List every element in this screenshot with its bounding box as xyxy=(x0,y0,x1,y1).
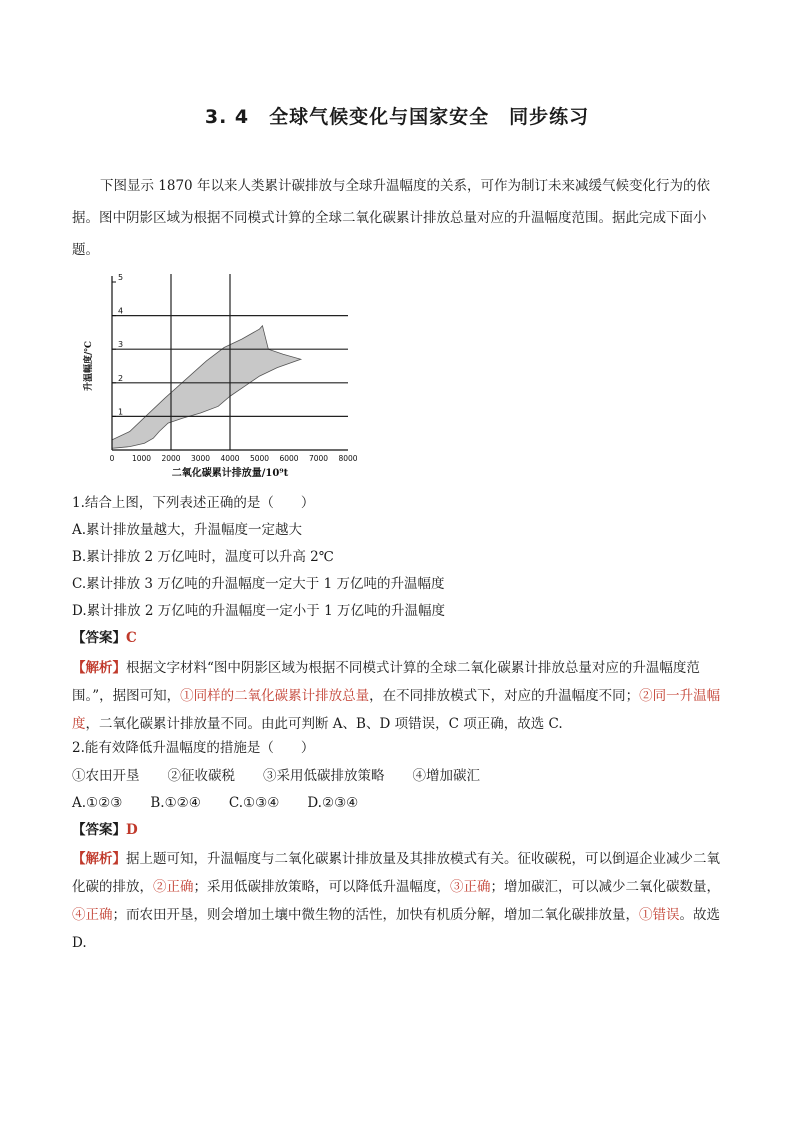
q2-analysis-point: ④正确 xyxy=(72,907,113,923)
q1-analysis-point-2: ②同一升温幅度 xyxy=(72,688,721,732)
q1-answer-value: C xyxy=(126,630,137,646)
q1-answer-label: 【答案】 xyxy=(72,630,126,646)
q2-item: ④增加碳汇 xyxy=(412,768,480,784)
y-tick-label: 4 xyxy=(118,306,124,316)
q2-items xyxy=(72,763,732,790)
q2-analysis-text: ；而农田开垦，则会增加土壤中微生物的活性，加快有机质分解，增加二氧化碳排放量， xyxy=(112,907,639,923)
page-title: 3. 4 全球气候变化与国家安全 同步练习 xyxy=(204,106,590,128)
x-tick-label: 6000 xyxy=(279,454,299,463)
q1-stem: 1.结合上图，下列表述正确的是（ ） xyxy=(72,495,315,511)
q2-stem: 2.能有效降低升温幅度的措施是（ ） xyxy=(72,740,315,756)
q2-analysis-label: 【解析】 xyxy=(72,851,126,867)
warming-range-band xyxy=(112,326,301,449)
warming-emissions-chart xyxy=(82,268,362,478)
q1-analysis-label: 【解析】 xyxy=(72,660,126,676)
q2-analysis-point: ③正确 xyxy=(450,879,491,895)
y-tick-label: 3 xyxy=(118,340,124,350)
q2-item: ②征收碳税 xyxy=(167,768,235,784)
q1-analysis-text: 根据文字材料“图中阴影区域为根据不同模式计算的全球二氧化碳累计排放总量对应的升温幅度范围。”，据图可知， xyxy=(72,660,700,704)
y-tick-label: 5 xyxy=(118,273,124,282)
q2-choice: D.②③④ xyxy=(307,795,359,811)
q2-analysis-text: 。故选 D. xyxy=(72,907,720,951)
q1-option-d: D.累计排放 2 万亿吨的升温幅度一定小于 1 万亿吨的升温幅度 xyxy=(72,603,445,619)
y-tick-label: 2 xyxy=(118,373,124,383)
q1-answer xyxy=(72,625,732,652)
q1-option-a: A.累计排放量越大，升温幅度一定越大 xyxy=(72,522,303,538)
x-tick-label: 4000 xyxy=(220,454,240,463)
q2-item: ①农田开垦 xyxy=(72,768,140,784)
x-tick-label: 2000 xyxy=(161,454,181,463)
q2-choices xyxy=(72,790,732,817)
q2-choice: C.①③④ xyxy=(228,795,280,811)
q2-answer xyxy=(72,817,732,844)
q1-analysis-text-3: ，二氧化碳累计排放量不同。由此可判断 A、B、D 项错误，C 项正确，故选 C. xyxy=(85,716,563,732)
x-tick-label: 3000 xyxy=(190,454,211,463)
y-tick-label: 1 xyxy=(118,407,124,417)
q2-choice: B.①②④ xyxy=(150,795,201,811)
x-tick-label: 8000 xyxy=(338,454,358,463)
q2-analysis xyxy=(72,845,726,957)
x-tick-label: 0 xyxy=(109,454,115,463)
x-axis-label: 二氧化碳累计排放量/10⁹t xyxy=(171,468,289,478)
q1-option-c: C.累计排放 3 万亿吨的升温幅度一定大于 1 万亿吨的升温幅度 xyxy=(72,576,445,592)
q2-analysis-text: ；增加碳汇，可以减少二氧化碳数量， xyxy=(490,879,720,895)
q2-choice: A.①②③ xyxy=(72,795,123,811)
q1-analysis-point-1: ①同样的二氧化碳累计排放总量 xyxy=(180,688,370,704)
q2-analysis-point: ②正确 xyxy=(153,879,194,895)
q1-analysis xyxy=(72,654,726,738)
q2-analysis-text: ；采用低碳排放策略，可以降低升温幅度， xyxy=(193,879,450,895)
q2-answer-value: D xyxy=(126,822,138,838)
q2-answer-label: 【答案】 xyxy=(72,822,126,838)
x-tick-label: 1000 xyxy=(131,454,152,463)
q1-option-b: B.累计排放 2 万亿吨时，温度可以升高 2℃ xyxy=(72,549,334,565)
y-axis-label: 升温幅度/℃ xyxy=(84,340,94,392)
q2-analysis-point: ①错误 xyxy=(639,907,680,923)
intro-paragraph: 下图显示 1870 年以来人类累计碳排放与全球升温幅度的关系，可作为制订未来减缓气候变化行为的依据。图中阴影区域为根据不同模式计算的全球二氧化碳累计排放总量对应的升温幅度范围。据此完成下面小题。 xyxy=(72,178,710,258)
q1-analysis-text-2: ，在不同排放模式下，对应的升温幅度不同； xyxy=(369,688,640,704)
x-tick-label: 7000 xyxy=(308,454,329,463)
q2-item: ③采用低碳排放策略 xyxy=(263,768,385,784)
q2-analysis-text: 据上题可知，升温幅度与二氧化碳累计排放量及其排放模式有关。征收碳税，可以倒逼企业减少二氧化碳的排放， xyxy=(72,851,720,895)
x-tick-label: 5000 xyxy=(249,454,270,463)
